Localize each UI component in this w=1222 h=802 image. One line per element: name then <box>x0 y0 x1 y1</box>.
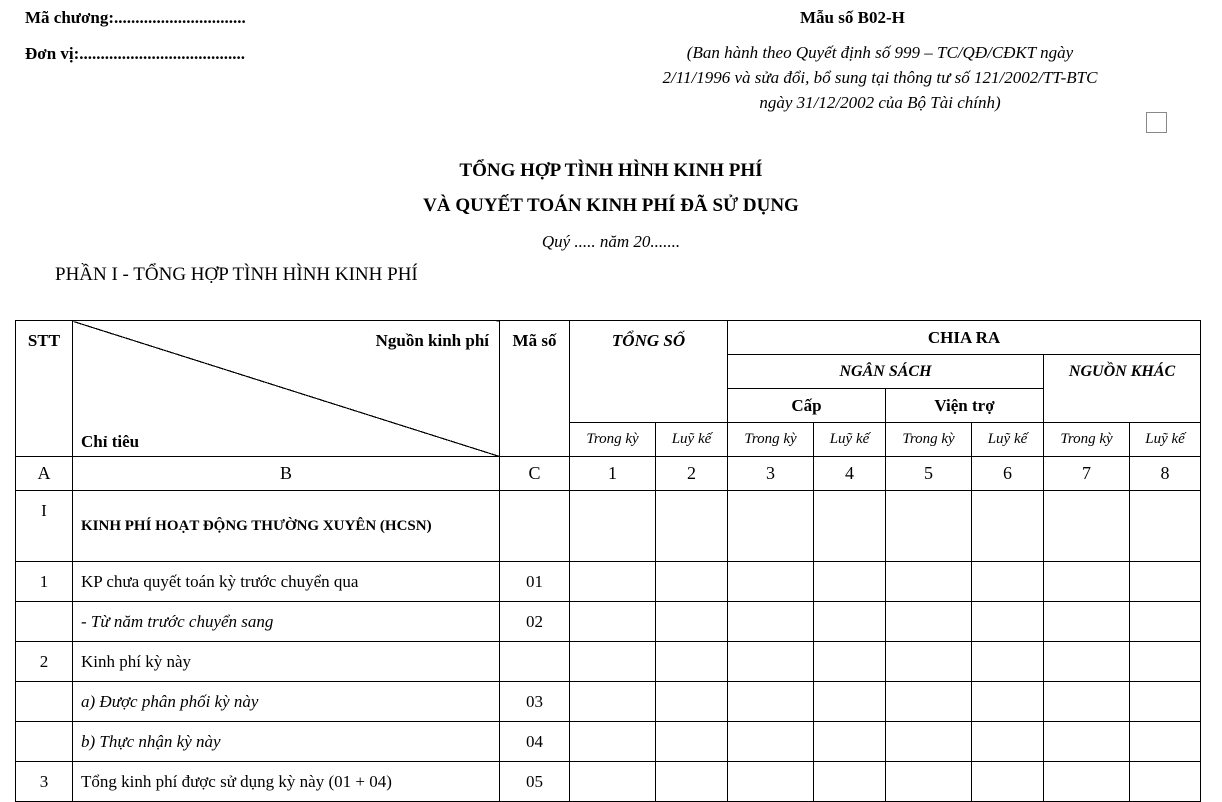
row-stt <box>16 602 73 642</box>
col-label: A <box>16 457 73 491</box>
col-label: 7 <box>1044 457 1130 491</box>
col-label: 2 <box>656 457 728 491</box>
row-label: b) Thực nhận kỳ này <box>73 722 500 762</box>
data-cell[interactable] <box>814 642 886 682</box>
data-cell[interactable] <box>656 491 728 562</box>
header-ma-so: Mã số <box>500 321 570 457</box>
data-cell[interactable] <box>1130 762 1201 802</box>
col-label: 6 <box>972 457 1044 491</box>
data-cell[interactable] <box>814 602 886 642</box>
issuance-note-line3: ngày 31/12/2002 của Bộ Tài chính) <box>759 93 1001 112</box>
col-label: C <box>500 457 570 491</box>
ma-chuong-field: Mã chương:............................... <box>25 8 246 27</box>
header-tong-so: TỔNG SỐ <box>570 321 728 423</box>
row-label: Tổng kinh phí được sử dụng kỳ này (01 + 04) <box>73 762 500 802</box>
data-cell[interactable] <box>886 642 972 682</box>
data-cell[interactable] <box>1130 602 1201 642</box>
data-cell[interactable] <box>570 722 656 762</box>
row-code: 01 <box>500 562 570 602</box>
data-cell[interactable] <box>1130 642 1201 682</box>
header-luy-ke: Luỹ kế <box>1130 423 1201 457</box>
header-cap: Cấp <box>728 389 886 423</box>
funding-table <box>15 320 1201 802</box>
data-cell[interactable] <box>814 722 886 762</box>
data-cell[interactable] <box>814 762 886 802</box>
data-cell[interactable] <box>886 602 972 642</box>
col-label: 1 <box>570 457 656 491</box>
form-number: Mẫu số B02-H <box>800 8 905 27</box>
col-label: B <box>73 457 500 491</box>
header-nguon-khac: NGUỒN KHÁC <box>1044 355 1201 423</box>
data-cell[interactable] <box>728 642 814 682</box>
data-cell[interactable] <box>1044 722 1130 762</box>
data-cell[interactable] <box>656 762 728 802</box>
data-cell[interactable] <box>886 722 972 762</box>
data-cell[interactable] <box>1044 682 1130 722</box>
header-trong-ky: Trong kỳ <box>886 423 972 457</box>
row-code: 05 <box>500 762 570 802</box>
row-code <box>500 642 570 682</box>
table-row <box>16 642 1201 682</box>
data-cell[interactable] <box>1130 491 1201 562</box>
report-period: Quý ..... năm 20....... <box>541 232 681 251</box>
header-chia-ra: CHIA RA <box>728 321 1201 355</box>
data-cell[interactable] <box>570 602 656 642</box>
header-chi-tieu: Chỉ tiêu <box>81 432 140 451</box>
data-cell[interactable] <box>886 562 972 602</box>
data-cell[interactable] <box>570 562 656 602</box>
data-cell[interactable] <box>814 491 886 562</box>
row-code <box>500 491 570 562</box>
row-code: 03 <box>500 682 570 722</box>
row-label: KINH PHÍ HOẠT ĐỘNG THƯỜNG XUYÊN (HCSN) <box>73 491 500 562</box>
header-vien-tro: Viện trợ <box>886 389 1044 423</box>
col-label: 5 <box>886 457 972 491</box>
header-trong-ky: Trong kỳ <box>728 423 814 457</box>
data-cell[interactable] <box>570 491 656 562</box>
data-cell[interactable] <box>972 491 1044 562</box>
header-trong-ky: Trong kỳ <box>570 423 656 457</box>
row-label: KP chưa quyết toán kỳ trước chuyển qua <box>73 562 500 602</box>
row-code: 04 <box>500 722 570 762</box>
issuance-note-line1: (Ban hành theo Quyết định số 999 – TC/QĐ/CĐKT ngày <box>686 43 1074 62</box>
data-cell[interactable] <box>656 642 728 682</box>
data-cell[interactable] <box>972 762 1044 802</box>
report-title-line2: VÀ QUYẾT TOÁN KINH PHÍ ĐÃ SỬ DỤNG <box>423 195 799 216</box>
data-cell[interactable] <box>728 762 814 802</box>
header-nguon-kinh-phi: Nguồn kinh phí <box>375 331 489 350</box>
data-cell[interactable] <box>656 682 728 722</box>
data-cell[interactable] <box>728 491 814 562</box>
row-stt: 1 <box>16 562 73 602</box>
data-cell[interactable] <box>656 562 728 602</box>
table-row <box>16 722 1201 762</box>
row-label: - Từ năm trước chuyển sang <box>73 602 500 642</box>
data-cell[interactable] <box>972 682 1044 722</box>
row-label: Kinh phí kỳ này <box>73 642 500 682</box>
table-row <box>16 762 1201 802</box>
report-title-line1: TỔNG HỢP TÌNH HÌNH KINH PHÍ <box>459 160 763 181</box>
data-cell[interactable] <box>570 682 656 722</box>
col-label: 8 <box>1130 457 1201 491</box>
row-stt: I <box>16 491 73 562</box>
data-cell[interactable] <box>1044 762 1130 802</box>
data-cell[interactable] <box>814 682 886 722</box>
table-row <box>16 491 1201 562</box>
don-vi-field: Đơn vị:....................................... <box>25 44 246 63</box>
data-cell[interactable] <box>972 642 1044 682</box>
data-cell[interactable] <box>972 602 1044 642</box>
data-cell[interactable] <box>1130 682 1201 722</box>
data-cell[interactable] <box>1044 642 1130 682</box>
data-cell[interactable] <box>814 562 886 602</box>
table-row <box>16 602 1201 642</box>
row-stt <box>16 682 73 722</box>
data-cell[interactable] <box>1044 602 1130 642</box>
row-code: 02 <box>500 602 570 642</box>
data-cell[interactable] <box>570 642 656 682</box>
issuance-note <box>560 40 1200 115</box>
issuance-note-line2: 2/11/1996 và sửa đổi, bổ sung tại thông tư số 121/2002/TT-BTC <box>662 68 1098 87</box>
data-cell[interactable] <box>1044 562 1130 602</box>
data-cell[interactable] <box>886 762 972 802</box>
header-luy-ke: Luỹ kế <box>814 423 886 457</box>
row-stt <box>16 722 73 762</box>
data-cell[interactable] <box>656 602 728 642</box>
section-title: PHẦN I - TỔNG HỢP TÌNH HÌNH KINH PHÍ <box>55 264 418 285</box>
table-row <box>16 682 1201 722</box>
col-label: 3 <box>728 457 814 491</box>
data-cell[interactable] <box>728 562 814 602</box>
data-cell[interactable] <box>656 722 728 762</box>
header-diagonal-cell <box>73 321 500 457</box>
data-cell[interactable] <box>1130 562 1201 602</box>
data-cell[interactable] <box>886 682 972 722</box>
data-cell[interactable] <box>728 722 814 762</box>
header-ngan-sach: NGÂN SÁCH <box>728 355 1044 389</box>
row-stt: 2 <box>16 642 73 682</box>
data-cell[interactable] <box>886 491 972 562</box>
header-luy-ke: Luỹ kế <box>972 423 1044 457</box>
header-stt: STT <box>16 321 73 457</box>
data-cell[interactable] <box>972 722 1044 762</box>
col-label: 4 <box>814 457 886 491</box>
table-row <box>16 562 1201 602</box>
data-cell[interactable] <box>728 602 814 642</box>
row-stt: 3 <box>16 762 73 802</box>
header-luy-ke: Luỹ kế <box>656 423 728 457</box>
checkbox[interactable] <box>1146 112 1167 133</box>
data-cell[interactable] <box>1130 722 1201 762</box>
row-label: a) Được phân phối kỳ này <box>73 682 500 722</box>
data-cell[interactable] <box>728 682 814 722</box>
data-cell[interactable] <box>1044 491 1130 562</box>
header-trong-ky: Trong kỳ <box>1044 423 1130 457</box>
data-cell[interactable] <box>972 562 1044 602</box>
data-cell[interactable] <box>570 762 656 802</box>
